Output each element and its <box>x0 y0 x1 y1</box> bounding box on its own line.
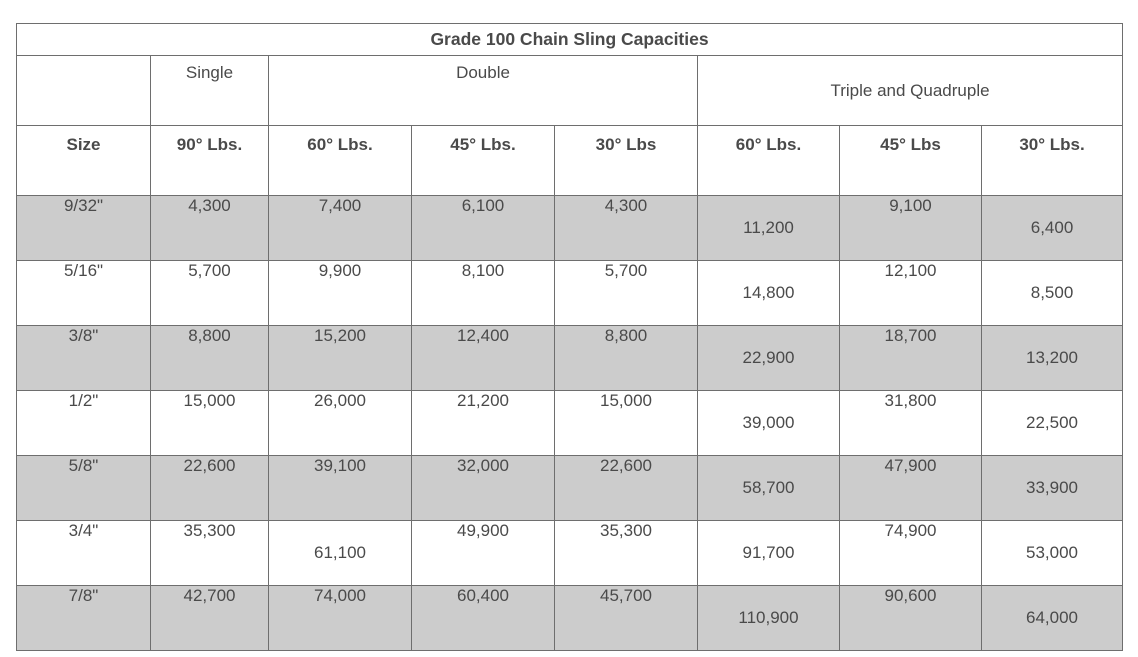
capacity-cell: 39,000 <box>698 391 840 456</box>
table-row <box>17 521 1123 586</box>
capacity-cell: 42,700 <box>151 586 269 651</box>
size-cell: 7/8" <box>17 586 151 651</box>
capacity-cell: 47,900 <box>840 456 982 521</box>
capacity-cell: 110,900 <box>698 586 840 651</box>
table-body <box>17 196 1123 651</box>
column-header-row <box>17 126 1123 196</box>
capacity-cell: 45,700 <box>555 586 698 651</box>
column-header-cell: 90° Lbs. <box>151 126 269 196</box>
capacity-cell: 64,000 <box>982 586 1123 651</box>
capacity-cell: 4,300 <box>151 196 269 261</box>
capacity-cell: 18,700 <box>840 326 982 391</box>
group-header-row <box>17 56 1123 126</box>
capacity-cell: 22,600 <box>555 456 698 521</box>
capacity-cell: 22,600 <box>151 456 269 521</box>
capacity-cell: 35,300 <box>151 521 269 586</box>
table-row <box>17 456 1123 521</box>
capacity-cell: 26,000 <box>269 391 412 456</box>
table-row <box>17 391 1123 456</box>
capacity-cell: 22,500 <box>982 391 1123 456</box>
column-header-cell: 45° Lbs. <box>412 126 555 196</box>
capacity-cell: 4,300 <box>555 196 698 261</box>
capacity-cell: 91,700 <box>698 521 840 586</box>
table-row <box>17 261 1123 326</box>
column-header-cell: 60° Lbs. <box>698 126 840 196</box>
group-header-cell: Triple and Quadruple <box>698 56 1123 126</box>
capacity-cell: 31,800 <box>840 391 982 456</box>
capacity-cell: 74,900 <box>840 521 982 586</box>
size-cell: 3/8" <box>17 326 151 391</box>
size-cell: 3/4" <box>17 521 151 586</box>
size-cell: 1/2" <box>17 391 151 456</box>
capacity-cell: 58,700 <box>698 456 840 521</box>
capacity-cell: 5,700 <box>555 261 698 326</box>
table-row <box>17 326 1123 391</box>
chain-sling-capacities-section <box>16 23 1123 651</box>
size-cell: 5/16" <box>17 261 151 326</box>
capacity-cell: 60,400 <box>412 586 555 651</box>
table-row <box>17 196 1123 261</box>
capacity-cell: 12,400 <box>412 326 555 391</box>
capacity-cell: 74,000 <box>269 586 412 651</box>
column-header-cell: 30° Lbs. <box>982 126 1123 196</box>
capacity-cell: 5,700 <box>151 261 269 326</box>
capacity-cell: 12,100 <box>840 261 982 326</box>
group-header-cell: Single <box>151 56 269 126</box>
capacity-cell: 7,400 <box>269 196 412 261</box>
capacity-cell: 32,000 <box>412 456 555 521</box>
chain-sling-capacities-table <box>16 23 1123 651</box>
capacity-cell: 39,100 <box>269 456 412 521</box>
column-header-cell: 60° Lbs. <box>269 126 412 196</box>
capacity-cell: 15,200 <box>269 326 412 391</box>
column-header-cell: 45° Lbs <box>840 126 982 196</box>
capacity-cell: 61,100 <box>269 521 412 586</box>
capacity-cell: 8,500 <box>982 261 1123 326</box>
capacity-cell: 15,000 <box>151 391 269 456</box>
capacity-cell: 15,000 <box>555 391 698 456</box>
group-header-cell <box>17 56 151 126</box>
table-title-row <box>17 24 1123 56</box>
capacity-cell: 9,100 <box>840 196 982 261</box>
capacity-cell: 22,900 <box>698 326 840 391</box>
column-header-cell: 30° Lbs <box>555 126 698 196</box>
capacity-cell: 49,900 <box>412 521 555 586</box>
table-row <box>17 586 1123 651</box>
capacity-cell: 14,800 <box>698 261 840 326</box>
column-header-cell: Size <box>17 126 151 196</box>
capacity-cell: 11,200 <box>698 196 840 261</box>
capacity-cell: 9,900 <box>269 261 412 326</box>
capacity-cell: 53,000 <box>982 521 1123 586</box>
capacity-cell: 90,600 <box>840 586 982 651</box>
capacity-cell: 6,400 <box>982 196 1123 261</box>
size-cell: 5/8" <box>17 456 151 521</box>
capacity-cell: 8,800 <box>555 326 698 391</box>
capacity-cell: 33,900 <box>982 456 1123 521</box>
table-title: Grade 100 Chain Sling Capacities <box>17 24 1123 56</box>
capacity-cell: 21,200 <box>412 391 555 456</box>
capacity-cell: 35,300 <box>555 521 698 586</box>
capacity-cell: 13,200 <box>982 326 1123 391</box>
size-cell: 9/32" <box>17 196 151 261</box>
capacity-cell: 8,100 <box>412 261 555 326</box>
group-header-cell: Double <box>269 56 698 126</box>
capacity-cell: 6,100 <box>412 196 555 261</box>
capacity-cell: 8,800 <box>151 326 269 391</box>
